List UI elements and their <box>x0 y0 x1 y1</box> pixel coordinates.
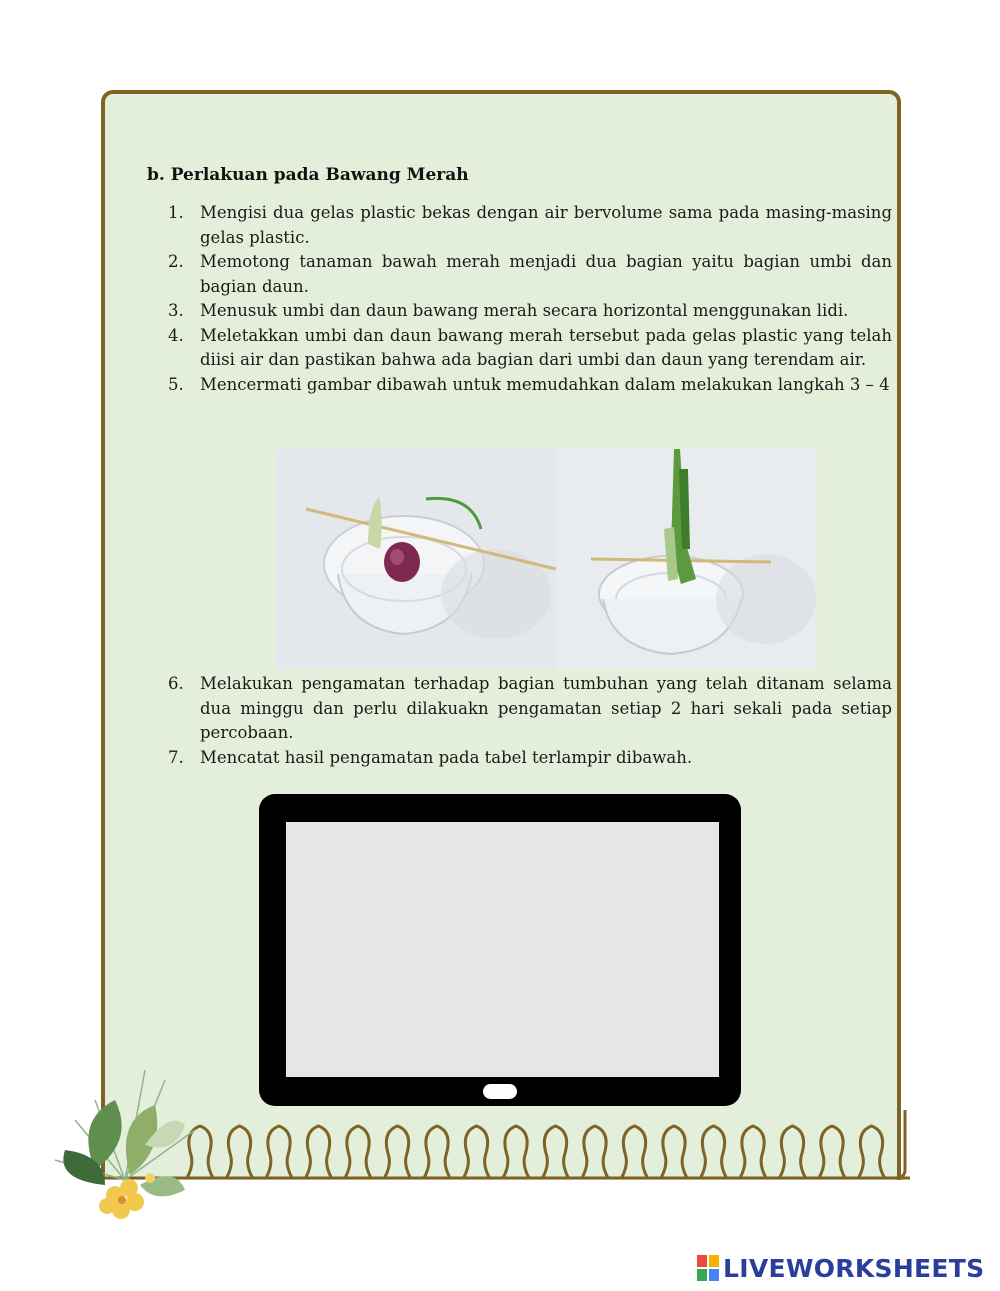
scallop-loop <box>464 1126 490 1178</box>
tablet-home-button <box>483 1084 517 1099</box>
scallop-loop <box>701 1126 727 1178</box>
scallop-loop <box>740 1126 766 1178</box>
brand-name: LIVEWORKSHEETS <box>723 1253 985 1283</box>
scallop-loop <box>819 1126 845 1178</box>
scallop-loop <box>622 1126 648 1178</box>
liveworksheets-logo-icon <box>697 1255 719 1281</box>
list-item: 5. Mencermati gambar dibawah untuk memudahkan dalam melakukan langkah 3 – 4 <box>168 374 890 394</box>
scallop-loop <box>266 1126 292 1178</box>
list-item: 7. Mencatat hasil pengamatan pada tabel terlampir dibawah. <box>168 747 693 767</box>
scallop-loop <box>306 1126 332 1178</box>
scallop-loop <box>345 1126 371 1178</box>
scallop-loop <box>503 1126 529 1178</box>
liveworksheets-logo <box>697 1251 984 1285</box>
scallop-loop <box>661 1126 687 1178</box>
plant-decoration-icon <box>35 1060 215 1220</box>
shallot-experiment-photo <box>276 449 817 669</box>
tablet-frame <box>259 794 741 1106</box>
scallop-loop <box>424 1126 450 1178</box>
scallop-loop <box>227 1126 253 1178</box>
scallop-loop <box>780 1126 806 1178</box>
list-item: 4. Meletakkan umbi dan daun bawang merah tersebut pada gelas plastic yang telah diisi air dan pastikan bahwa ada bagian dari umbi dan daun yang terendam air. <box>168 325 892 369</box>
scallop-loop <box>859 1126 885 1178</box>
list-item: 3. Menusuk umbi dan daun bawang merah secara horizontal menggunakan lidi. <box>168 301 849 320</box>
procedure-list-part-1 <box>168 201 892 397</box>
border-corner <box>895 1110 905 1178</box>
procedure-list-part-2 <box>168 672 892 770</box>
list-item: 6. Melakukan pengamatan terhadap bagian tumbuhan yang telah ditanam selama dua minggu dan perlu dilakuakn pengamatan setiap 2 hari sekali pada setiap percobaan. <box>168 674 892 742</box>
section-heading: b. Perlakuan pada Bawang Merah <box>147 165 469 185</box>
list-item: 1. Mengisi dua gelas plastic bekas dengan air bervolume sama pada masing-masing gelas plastic. <box>168 203 892 247</box>
scallop-loop <box>385 1126 411 1178</box>
list-item: 2. Memotong tanaman bawah merah menjadi dua bagian yaitu bagian umbi dan bagian daun. <box>168 252 892 296</box>
tablet-screen-answer-area[interactable] <box>286 822 719 1077</box>
scallop-loop <box>543 1126 569 1178</box>
scallop-loop <box>582 1126 608 1178</box>
scalloped-border <box>95 1110 910 1190</box>
